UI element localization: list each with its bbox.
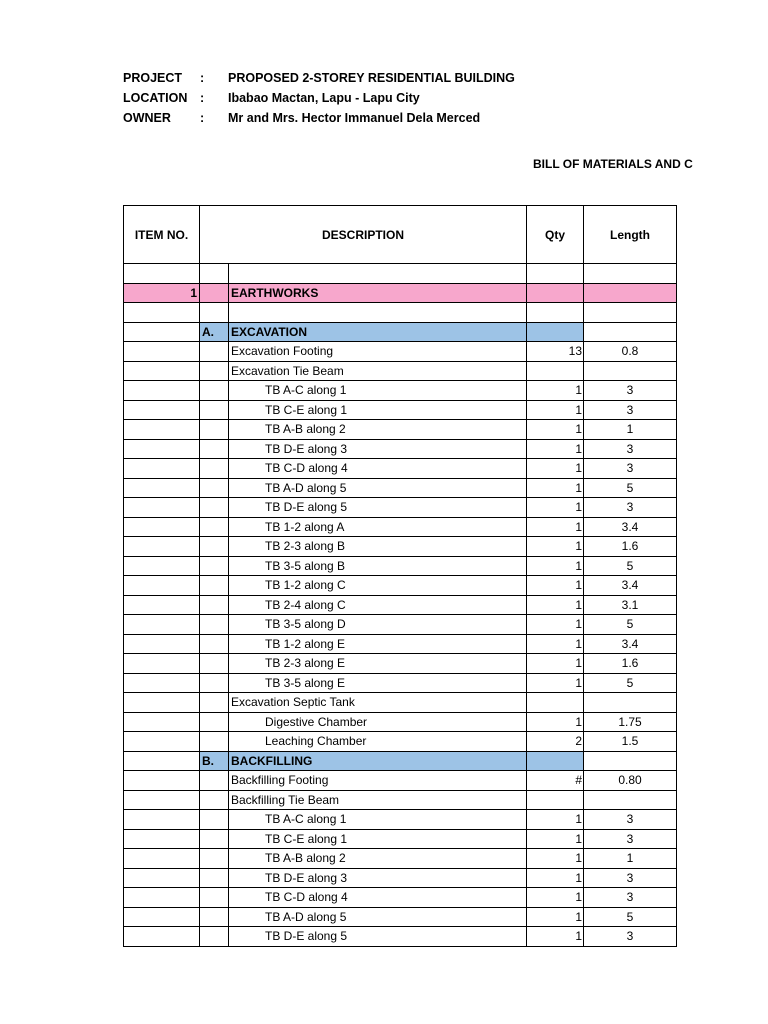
empty-cell bbox=[200, 908, 229, 928]
empty-cell bbox=[200, 342, 229, 362]
item-description: TB D-E along 3 bbox=[229, 440, 527, 460]
item-length bbox=[584, 791, 677, 811]
item-description: TB A-B along 2 bbox=[229, 849, 527, 869]
item-length bbox=[584, 362, 677, 382]
item-description: TB 2-4 along C bbox=[229, 596, 527, 616]
location-colon: : bbox=[200, 91, 205, 105]
empty-cell bbox=[123, 908, 200, 928]
empty-cell bbox=[200, 771, 229, 791]
empty-cell bbox=[200, 791, 229, 811]
table-row bbox=[123, 459, 677, 479]
item-length: 3 bbox=[584, 381, 677, 401]
table-row bbox=[123, 518, 677, 538]
empty-cell bbox=[200, 381, 229, 401]
item-description: TB A-C along 1 bbox=[229, 810, 527, 830]
section-item-no: 1 bbox=[123, 284, 200, 304]
empty-cell bbox=[123, 303, 200, 323]
table-row bbox=[123, 888, 677, 908]
empty-cell bbox=[123, 654, 200, 674]
empty-cell bbox=[123, 264, 200, 284]
empty-cell bbox=[200, 576, 229, 596]
empty-cell bbox=[229, 264, 527, 284]
subsection-label: BACKFILLING bbox=[229, 752, 527, 772]
empty-cell bbox=[200, 810, 229, 830]
empty-cell bbox=[200, 654, 229, 674]
owner-colon: : bbox=[200, 111, 205, 125]
empty-cell bbox=[123, 537, 200, 557]
empty-cell bbox=[200, 420, 229, 440]
item-qty: 1 bbox=[527, 888, 584, 908]
item-qty: # bbox=[527, 771, 584, 791]
item-length: 1.75 bbox=[584, 713, 677, 733]
table-row bbox=[123, 869, 677, 889]
item-length: 5 bbox=[584, 908, 677, 928]
empty-cell bbox=[123, 401, 200, 421]
empty-cell bbox=[584, 752, 677, 772]
table-row bbox=[123, 498, 677, 518]
empty-cell bbox=[200, 888, 229, 908]
item-length: 1.5 bbox=[584, 732, 677, 752]
item-length: 3 bbox=[584, 401, 677, 421]
empty-cell bbox=[200, 362, 229, 382]
table-row bbox=[123, 381, 677, 401]
empty-cell bbox=[200, 264, 229, 284]
item-description: TB C-D along 4 bbox=[229, 888, 527, 908]
item-length: 3.1 bbox=[584, 596, 677, 616]
item-description: Backfilling Footing bbox=[229, 771, 527, 791]
table-row bbox=[123, 440, 677, 460]
item-qty: 1 bbox=[527, 830, 584, 850]
item-qty: 1 bbox=[527, 674, 584, 694]
empty-cell bbox=[584, 284, 677, 304]
empty-cell bbox=[123, 635, 200, 655]
table-row bbox=[123, 810, 677, 830]
empty-cell bbox=[200, 479, 229, 499]
table-row bbox=[123, 927, 677, 947]
item-qty bbox=[527, 693, 584, 713]
empty-cell bbox=[123, 596, 200, 616]
table-row bbox=[123, 830, 677, 850]
item-description: TB C-E along 1 bbox=[229, 401, 527, 421]
item-description: Excavation Tie Beam bbox=[229, 362, 527, 382]
empty-cell bbox=[200, 440, 229, 460]
col-header-qty: Qty bbox=[527, 205, 584, 264]
section-label: EARTHWORKS bbox=[229, 284, 527, 304]
item-qty: 1 bbox=[527, 849, 584, 869]
table-row bbox=[123, 654, 677, 674]
item-length: 3 bbox=[584, 440, 677, 460]
empty-cell bbox=[584, 323, 677, 343]
item-description: TB 1-2 along E bbox=[229, 635, 527, 655]
table-row bbox=[123, 849, 677, 869]
empty-cell bbox=[527, 752, 584, 772]
item-length: 3.4 bbox=[584, 635, 677, 655]
empty-cell bbox=[123, 674, 200, 694]
item-qty: 1 bbox=[527, 440, 584, 460]
item-qty: 1 bbox=[527, 557, 584, 577]
table-row bbox=[123, 557, 677, 577]
subsection-row bbox=[123, 323, 677, 343]
item-description: TB C-D along 4 bbox=[229, 459, 527, 479]
item-description: TB 3-5 along B bbox=[229, 557, 527, 577]
table-row bbox=[123, 674, 677, 694]
item-qty: 1 bbox=[527, 479, 584, 499]
empty-cell bbox=[123, 693, 200, 713]
item-qty: 1 bbox=[527, 927, 584, 947]
table-row bbox=[123, 635, 677, 655]
empty-cell bbox=[200, 713, 229, 733]
owner-key: OWNER bbox=[123, 111, 171, 125]
empty-cell bbox=[200, 518, 229, 538]
table-body bbox=[123, 264, 677, 947]
empty-cell bbox=[200, 537, 229, 557]
sheet-title: BILL OF MATERIALS AND C bbox=[533, 157, 693, 171]
empty-cell bbox=[123, 732, 200, 752]
item-qty: 1 bbox=[527, 615, 584, 635]
empty-cell bbox=[123, 810, 200, 830]
empty-cell bbox=[200, 615, 229, 635]
item-length: 1.6 bbox=[584, 654, 677, 674]
empty-cell bbox=[200, 674, 229, 694]
empty-cell bbox=[229, 303, 527, 323]
table-row bbox=[123, 342, 677, 362]
item-description: Leaching Chamber bbox=[229, 732, 527, 752]
empty-cell bbox=[123, 830, 200, 850]
col-header-length: Length bbox=[584, 205, 677, 264]
empty-cell bbox=[200, 927, 229, 947]
item-length: 3 bbox=[584, 830, 677, 850]
empty-cell bbox=[123, 791, 200, 811]
subsection-row bbox=[123, 752, 677, 772]
item-length bbox=[584, 693, 677, 713]
empty-cell bbox=[123, 381, 200, 401]
empty-cell bbox=[584, 264, 677, 284]
empty-cell bbox=[123, 342, 200, 362]
table-row bbox=[123, 693, 677, 713]
item-qty bbox=[527, 362, 584, 382]
empty-cell bbox=[527, 284, 584, 304]
spacer-row bbox=[123, 264, 677, 284]
item-length: 3 bbox=[584, 459, 677, 479]
spacer-row bbox=[123, 303, 677, 323]
col-header-description: DESCRIPTION bbox=[200, 205, 527, 264]
item-length: 3 bbox=[584, 498, 677, 518]
empty-cell bbox=[200, 459, 229, 479]
bill-of-materials-table bbox=[123, 205, 677, 947]
empty-cell bbox=[200, 303, 229, 323]
empty-cell bbox=[123, 362, 200, 382]
table-row bbox=[123, 576, 677, 596]
item-length: 3 bbox=[584, 869, 677, 889]
item-length: 3.4 bbox=[584, 576, 677, 596]
empty-cell bbox=[123, 518, 200, 538]
owner-value: Mr and Mrs. Hector Immanuel Dela Merced bbox=[228, 111, 481, 125]
table-header-row bbox=[123, 205, 677, 264]
item-length: 1 bbox=[584, 420, 677, 440]
item-length: 0.8 bbox=[584, 342, 677, 362]
item-description: TB C-E along 1 bbox=[229, 830, 527, 850]
item-description: TB D-E along 5 bbox=[229, 927, 527, 947]
section-row bbox=[123, 284, 677, 304]
col-header-item-no: ITEM NO. bbox=[123, 205, 200, 264]
empty-cell bbox=[123, 323, 200, 343]
empty-cell bbox=[123, 420, 200, 440]
item-length: 3 bbox=[584, 927, 677, 947]
item-description: TB D-E along 3 bbox=[229, 869, 527, 889]
empty-cell bbox=[527, 303, 584, 323]
table-row bbox=[123, 420, 677, 440]
empty-cell bbox=[123, 713, 200, 733]
empty-cell bbox=[123, 615, 200, 635]
empty-cell bbox=[200, 693, 229, 713]
empty-cell bbox=[123, 576, 200, 596]
item-length: 3 bbox=[584, 888, 677, 908]
table-row bbox=[123, 479, 677, 499]
item-length: 5 bbox=[584, 674, 677, 694]
project-colon: : bbox=[200, 71, 205, 85]
empty-cell bbox=[123, 752, 200, 772]
item-qty: 1 bbox=[527, 518, 584, 538]
table-row bbox=[123, 732, 677, 752]
item-description: TB 1-2 along C bbox=[229, 576, 527, 596]
empty-cell bbox=[200, 557, 229, 577]
empty-cell bbox=[584, 303, 677, 323]
table-row bbox=[123, 537, 677, 557]
item-length: 5 bbox=[584, 615, 677, 635]
item-qty: 1 bbox=[527, 635, 584, 655]
empty-cell bbox=[123, 771, 200, 791]
item-length: 3.4 bbox=[584, 518, 677, 538]
item-description: TB A-B along 2 bbox=[229, 420, 527, 440]
item-length: 1 bbox=[584, 849, 677, 869]
empty-cell bbox=[527, 264, 584, 284]
empty-cell bbox=[123, 479, 200, 499]
item-qty: 1 bbox=[527, 810, 584, 830]
empty-cell bbox=[200, 635, 229, 655]
item-length: 5 bbox=[584, 479, 677, 499]
item-description: TB A-D along 5 bbox=[229, 479, 527, 499]
item-description: TB A-C along 1 bbox=[229, 381, 527, 401]
item-qty: 2 bbox=[527, 732, 584, 752]
subsection-letter: B. bbox=[200, 752, 229, 772]
item-qty: 1 bbox=[527, 596, 584, 616]
item-description: TB 3-5 along E bbox=[229, 674, 527, 694]
item-qty: 1 bbox=[527, 713, 584, 733]
empty-cell bbox=[200, 498, 229, 518]
item-description: TB 2-3 along B bbox=[229, 537, 527, 557]
subsection-letter: A. bbox=[200, 323, 229, 343]
item-qty: 1 bbox=[527, 869, 584, 889]
item-qty bbox=[527, 791, 584, 811]
item-qty: 1 bbox=[527, 537, 584, 557]
empty-cell bbox=[123, 440, 200, 460]
table-row bbox=[123, 401, 677, 421]
item-qty: 1 bbox=[527, 498, 584, 518]
empty-cell bbox=[123, 869, 200, 889]
table-row bbox=[123, 596, 677, 616]
empty-cell bbox=[123, 557, 200, 577]
location-key: LOCATION bbox=[123, 91, 188, 105]
table-row bbox=[123, 615, 677, 635]
empty-cell bbox=[200, 596, 229, 616]
item-length: 3 bbox=[584, 810, 677, 830]
item-description: TB 1-2 along A bbox=[229, 518, 527, 538]
empty-cell bbox=[200, 869, 229, 889]
location-value: Ibabao Mactan, Lapu - Lapu City bbox=[228, 91, 420, 105]
empty-cell bbox=[200, 284, 229, 304]
table-row bbox=[123, 362, 677, 382]
item-description: TB 3-5 along D bbox=[229, 615, 527, 635]
item-length: 0.80 bbox=[584, 771, 677, 791]
subsection-label: EXCAVATION bbox=[229, 323, 527, 343]
item-qty: 1 bbox=[527, 401, 584, 421]
empty-cell bbox=[200, 401, 229, 421]
empty-cell bbox=[123, 927, 200, 947]
project-key: PROJECT bbox=[123, 71, 183, 85]
item-description: TB A-D along 5 bbox=[229, 908, 527, 928]
item-length: 1.6 bbox=[584, 537, 677, 557]
item-qty: 1 bbox=[527, 459, 584, 479]
empty-cell bbox=[200, 732, 229, 752]
table-row bbox=[123, 713, 677, 733]
item-length: 5 bbox=[584, 557, 677, 577]
item-qty: 1 bbox=[527, 654, 584, 674]
empty-cell bbox=[200, 830, 229, 850]
item-description: TB 2-3 along E bbox=[229, 654, 527, 674]
item-description: Digestive Chamber bbox=[229, 713, 527, 733]
empty-cell bbox=[123, 888, 200, 908]
item-description: Excavation Septic Tank bbox=[229, 693, 527, 713]
empty-cell bbox=[527, 323, 584, 343]
empty-cell bbox=[200, 849, 229, 869]
item-qty: 1 bbox=[527, 576, 584, 596]
table-row bbox=[123, 771, 677, 791]
empty-cell bbox=[123, 459, 200, 479]
item-qty: 13 bbox=[527, 342, 584, 362]
item-qty: 1 bbox=[527, 381, 584, 401]
item-description: TB D-E along 5 bbox=[229, 498, 527, 518]
empty-cell bbox=[123, 498, 200, 518]
empty-cell bbox=[123, 849, 200, 869]
item-description: Excavation Footing bbox=[229, 342, 527, 362]
table-row bbox=[123, 908, 677, 928]
item-qty: 1 bbox=[527, 420, 584, 440]
table-row bbox=[123, 791, 677, 811]
project-value: PROPOSED 2-STOREY RESIDENTIAL BUILDING bbox=[228, 71, 515, 85]
item-qty: 1 bbox=[527, 908, 584, 928]
item-description: Backfilling Tie Beam bbox=[229, 791, 527, 811]
